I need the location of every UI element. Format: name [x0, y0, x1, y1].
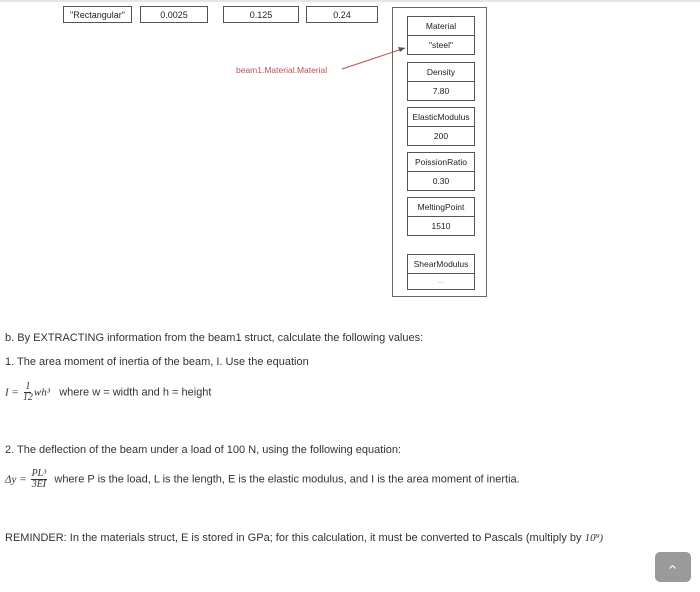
equation-2 [5, 469, 520, 490]
eq1-fraction [23, 382, 33, 403]
reference-label: beam1.Material.Material [236, 65, 328, 75]
eq1-lhs: I = [5, 386, 19, 399]
eq2-lhs: Δy = [5, 473, 27, 486]
chevron-up-icon: ‹ [664, 564, 682, 570]
cell-height: 0.125 [223, 6, 299, 23]
part-b-instruction: b. By EXTRACTING information from the beam1 struct, calculate the following values: [5, 332, 424, 344]
eq2-denominator: 3EI [31, 479, 47, 490]
cell-width: 0.0025 [140, 6, 208, 23]
eq2-description: where P is the load, L is the length, E is the elastic modulus, and I is the area moment of inertia. [54, 473, 520, 486]
reminder-text [5, 532, 603, 544]
field-shear-modulus [407, 254, 475, 290]
scroll-up-button[interactable] [655, 552, 691, 582]
field-elastic-modulus [407, 107, 475, 146]
item1-instruction: 1. The area moment of inertia of the beam, I. Use the equation [5, 356, 309, 368]
field-value: 1510 [431, 221, 451, 231]
item2-instruction: 2. The deflection of the beam under a load of 100 N, using the following equation: [5, 444, 402, 456]
field-value: ... [438, 278, 444, 285]
field-name: Density [408, 63, 474, 82]
field-value: 7.80 [432, 86, 450, 96]
eq1-denominator: 12 [22, 392, 33, 403]
material-title: Material [408, 17, 474, 36]
equation-1 [5, 382, 211, 403]
eq2-fraction [31, 469, 48, 490]
reminder-power: 10⁹) [584, 532, 604, 544]
eq1-tail: wh³ [33, 386, 51, 399]
material-value: "steel" [429, 40, 453, 50]
reminder-body: REMINDER: In the materials struct, E is stored in GPa; for this calculation, it must be converted to Pascals (multiply by [5, 532, 582, 544]
eq1-numerator: 1 [25, 381, 31, 392]
field-density [407, 62, 475, 101]
eq1-description: where w = width and h = height [59, 386, 212, 399]
field-name: MeltingPoint [408, 198, 474, 217]
field-value: 200 [433, 131, 449, 141]
field-name: PoissionRatio [408, 153, 474, 172]
field-value: 0.30 [432, 176, 450, 186]
field-melting-point [407, 197, 475, 236]
field-name: ElasticModulus [408, 108, 474, 127]
field-poission-ratio [407, 152, 475, 191]
material-header [407, 16, 475, 55]
eq2-numerator: PL³ [31, 468, 47, 479]
field-name: ShearModulus [408, 255, 474, 274]
cell-shape: "Rectangular" [63, 6, 132, 23]
cell-length: 0.24 [306, 6, 378, 23]
